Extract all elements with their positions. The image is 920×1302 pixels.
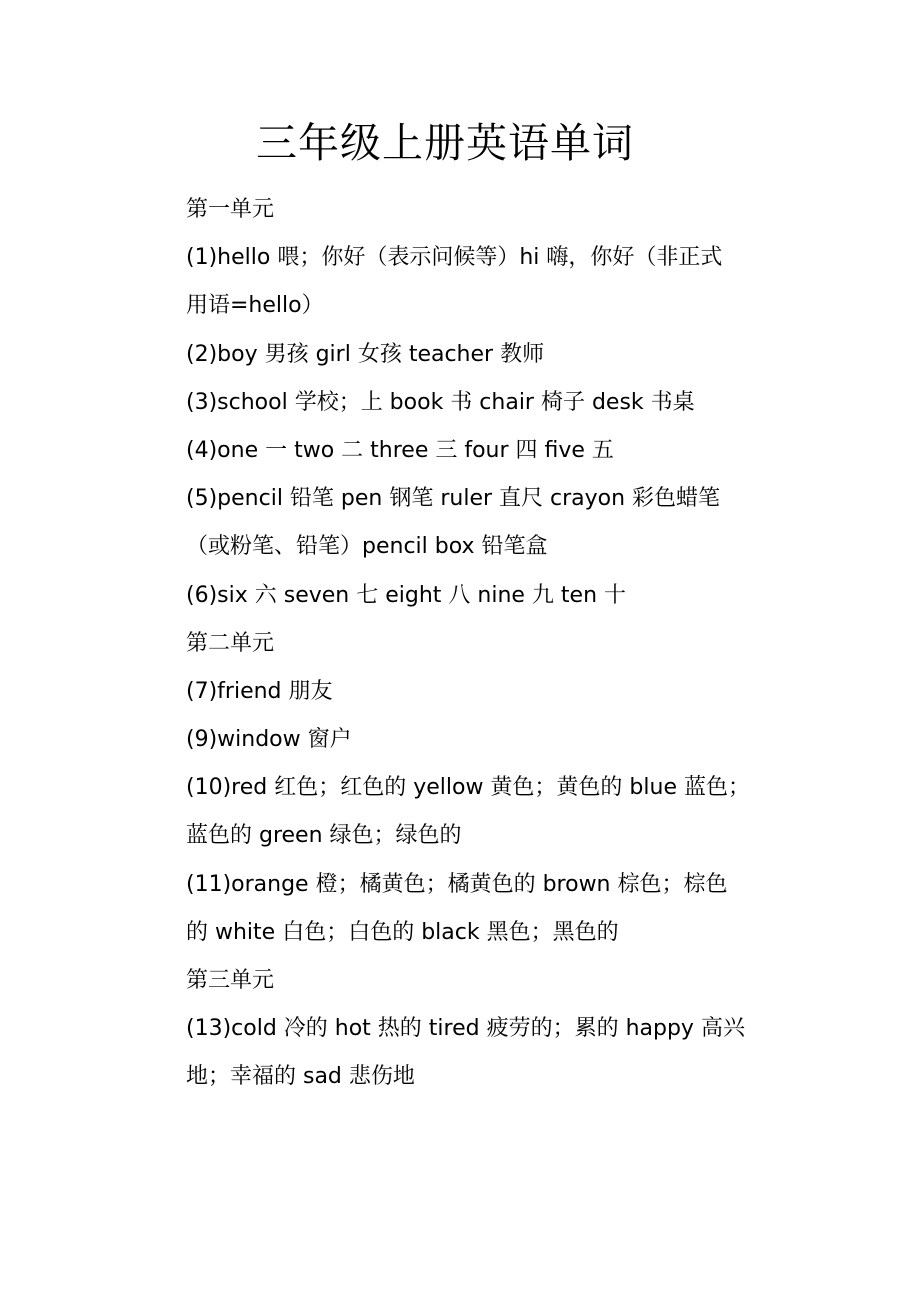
vocab-line: (9)window 窗户: [186, 727, 352, 753]
vocab-line: (10)red 红色；红色的 yellow 黄色；黄色的 blue 蓝色；: [186, 775, 750, 801]
vocab-line: (4)one 一 two 二 three 三 four 四 five 五: [186, 437, 614, 463]
vocab-line: (2)boy 男孩 girl 女孩 teacher 教师: [186, 341, 545, 367]
vocab-line: (13)cold 冷的 hot 热的 tired 疲劳的；累的 happy 高兴: [186, 1016, 745, 1042]
vocab-line: (3)school 学校；上 book 书 chair 椅子 desk 书桌: [186, 389, 695, 415]
vocab-line: (5)pencil 铅笔 pen 钢笔 ruler 直尺 crayon 彩色蜡笔: [186, 486, 721, 512]
vocab-line: 用语=hello）: [186, 293, 324, 319]
unit-heading-2: 第二单元: [186, 630, 275, 656]
vocab-line: 地；幸福的 sad 悲伤地: [186, 1064, 415, 1090]
vocab-line: （或粉笔、铅笔）pencil box 铅笔盒: [186, 534, 548, 560]
vocabulary-list: [186, 186, 766, 1102]
vocab-line: 的 white 白色；白色的 black 黑色；黑色的: [186, 919, 619, 945]
unit-heading-1: 第一单元: [186, 197, 275, 222]
unit-heading-3: 第三单元: [186, 968, 275, 993]
vocab-line: (11)orange 橙；橘黄色；橘黄色的 brown 棕色；棕色: [186, 871, 728, 897]
vocab-line: 蓝色的 green 绿色；绿色的: [186, 823, 462, 849]
page-title: 三年级上册英语单词: [256, 119, 634, 167]
vocab-line: (7)friend 朋友: [186, 678, 333, 704]
vocab-line: (1)hello 喂；你好（表示问候等）hi 嗨，你好（非正式: [186, 245, 723, 271]
vocab-line: (6)six 六 seven 七 eight 八 nine 九 ten 十: [186, 582, 627, 608]
